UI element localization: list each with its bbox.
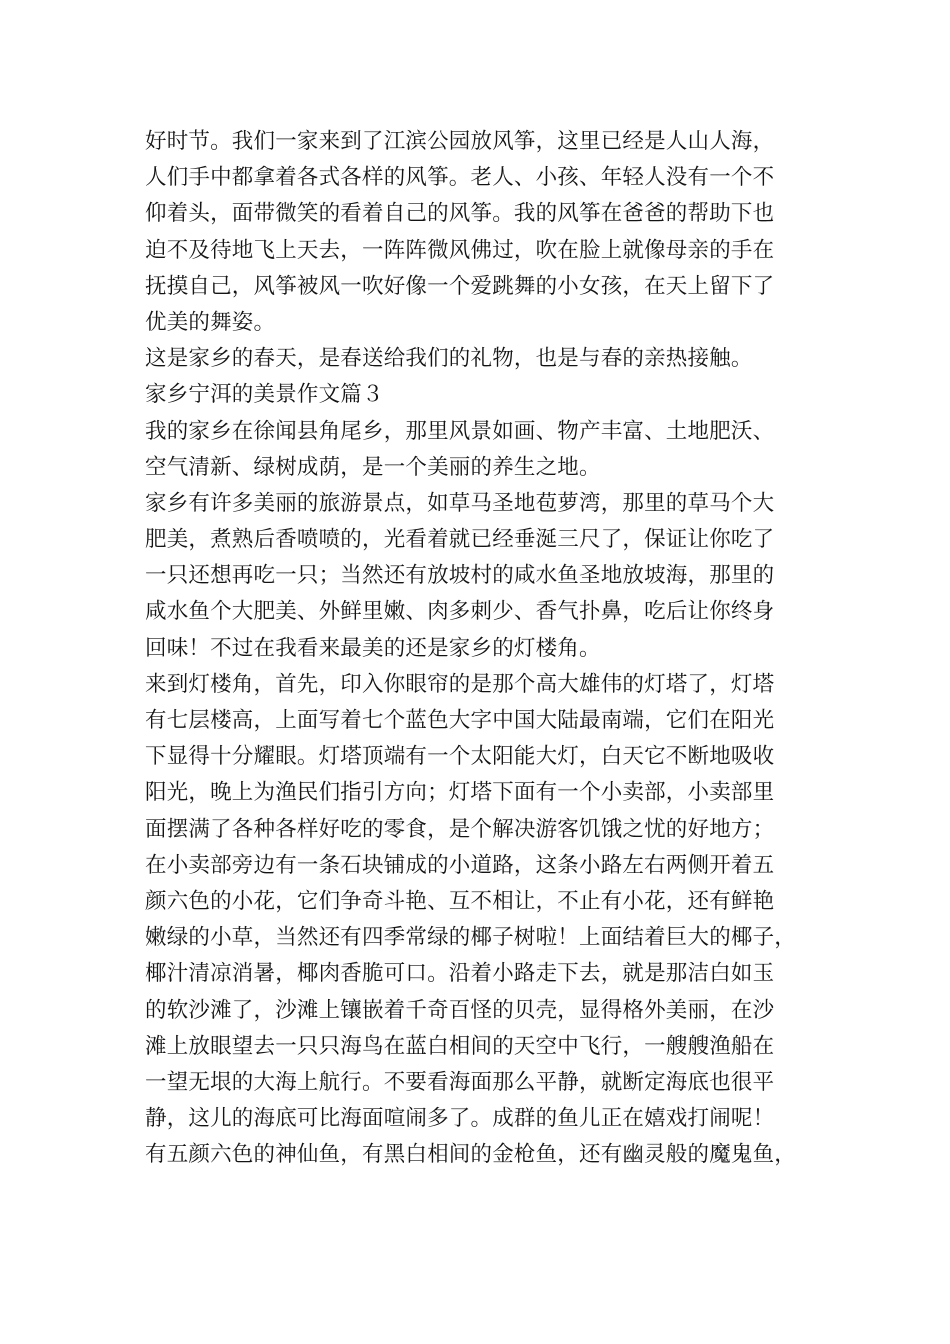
text-line: 空气清新、绿树成荫，是一个美丽的养生之地。 — [145, 454, 601, 480]
text-line: 仰着头，面带微笑的看着自己的风筝。我的风筝在爸爸的帮助下也 — [145, 201, 775, 227]
text-line: 一只还想再吃一只；当然还有放坡村的咸水鱼圣地放坡海，那里的 — [145, 563, 775, 589]
text-line: 好时节。我们一家来到了江滨公园放风筝，这里已经是人山人海， — [145, 129, 775, 154]
text-line: 有五颜六色的神仙鱼，有黑白相间的金枪鱼，还有幽灵般的魔鬼鱼， — [145, 1142, 797, 1168]
text-line: 优美的舞姿。 — [145, 309, 276, 335]
text-line: 椰汁清凉消暑，椰肉香脆可口。沿着小路走下去，就是那洁白如玉 — [145, 961, 775, 987]
text-line: 面摆满了各种各样好吃的零食，是个解决游客饥饿之忧的好地方； — [145, 816, 775, 842]
text-line: 下显得十分耀眼。灯塔顶端有一个太阳能大灯，白天它不断地吸收 — [145, 744, 775, 770]
text-line: 迫不及待地飞上天去，一阵阵微风佛过，吹在脸上就像母亲的手在 — [145, 237, 775, 263]
text-line: 家乡有许多美丽的旅游景点，如草马圣地苞萝湾，那里的草马个大 — [145, 490, 775, 516]
text-line: 一望无垠的大海上航行。不要看海面那么平静，就断定海底也很平 — [145, 1069, 775, 1095]
text-line: 抚摸自己，风筝被风一吹好像一个爱跳舞的小女孩，在天上留下了 — [145, 273, 775, 299]
text-line: 人们手中都拿着各式各样的风筝。老人、小孩、年轻人没有一个不 — [145, 165, 775, 191]
essay-body — [145, 124, 835, 1173]
section-heading: 家乡宁洱的美景作文篇３ — [145, 382, 384, 408]
text-line: 阳光，晚上为渔民们指引方向；灯塔下面有一个小卖部，小卖部里 — [145, 780, 775, 806]
text-line: 咸水鱼个大肥美、外鲜里嫩、肉多刺少、香气扑鼻，吃后让你终身 — [145, 599, 775, 625]
text-line: 回味！不过在我看来最美的还是家乡的灯楼角。 — [145, 635, 601, 661]
text-line: 我的家乡在徐闻县角尾乡，那里风景如画、物产丰富、土地肥沃、 — [145, 418, 775, 444]
text-line: 静，这儿的海底可比海面喧闹多了。成群的鱼儿正在嬉戏打闹呢！ — [145, 1106, 775, 1132]
text-line: 这是家乡的春天，是春送给我们的礼物，也是与春的亲热接触。 — [145, 346, 753, 372]
text-line: 在小卖部旁边有一条石块铺成的小道路，这条小路左右两侧开着五 — [145, 852, 775, 878]
text-line: 肥美，煮熟后香喷喷的，光看着就已经垂涎三尺了，保证让你吃了 — [145, 527, 775, 553]
text-line: 来到灯楼角，首先，印入你眼帘的是那个高大雄伟的灯塔了，灯塔 — [145, 671, 775, 697]
text-line: 滩上放眼望去一只只海鸟在蓝白相间的天空中飞行，一艘艘渔船在 — [145, 1033, 775, 1059]
text-line: 嫩绿的小草，当然还有四季常绿的椰子树啦！上面结着巨大的椰子， — [145, 925, 797, 951]
text-line: 的软沙滩了，沙滩上镶嵌着千奇百怪的贝壳，显得格外美丽，在沙 — [145, 997, 775, 1023]
text-line: 颜六色的小花，它们争奇斗艳、互不相让，不止有小花，还有鲜艳 — [145, 888, 775, 914]
text-line: 有七层楼高，上面写着七个蓝色大字中国大陆最南端，它们在阳光 — [145, 708, 775, 733]
